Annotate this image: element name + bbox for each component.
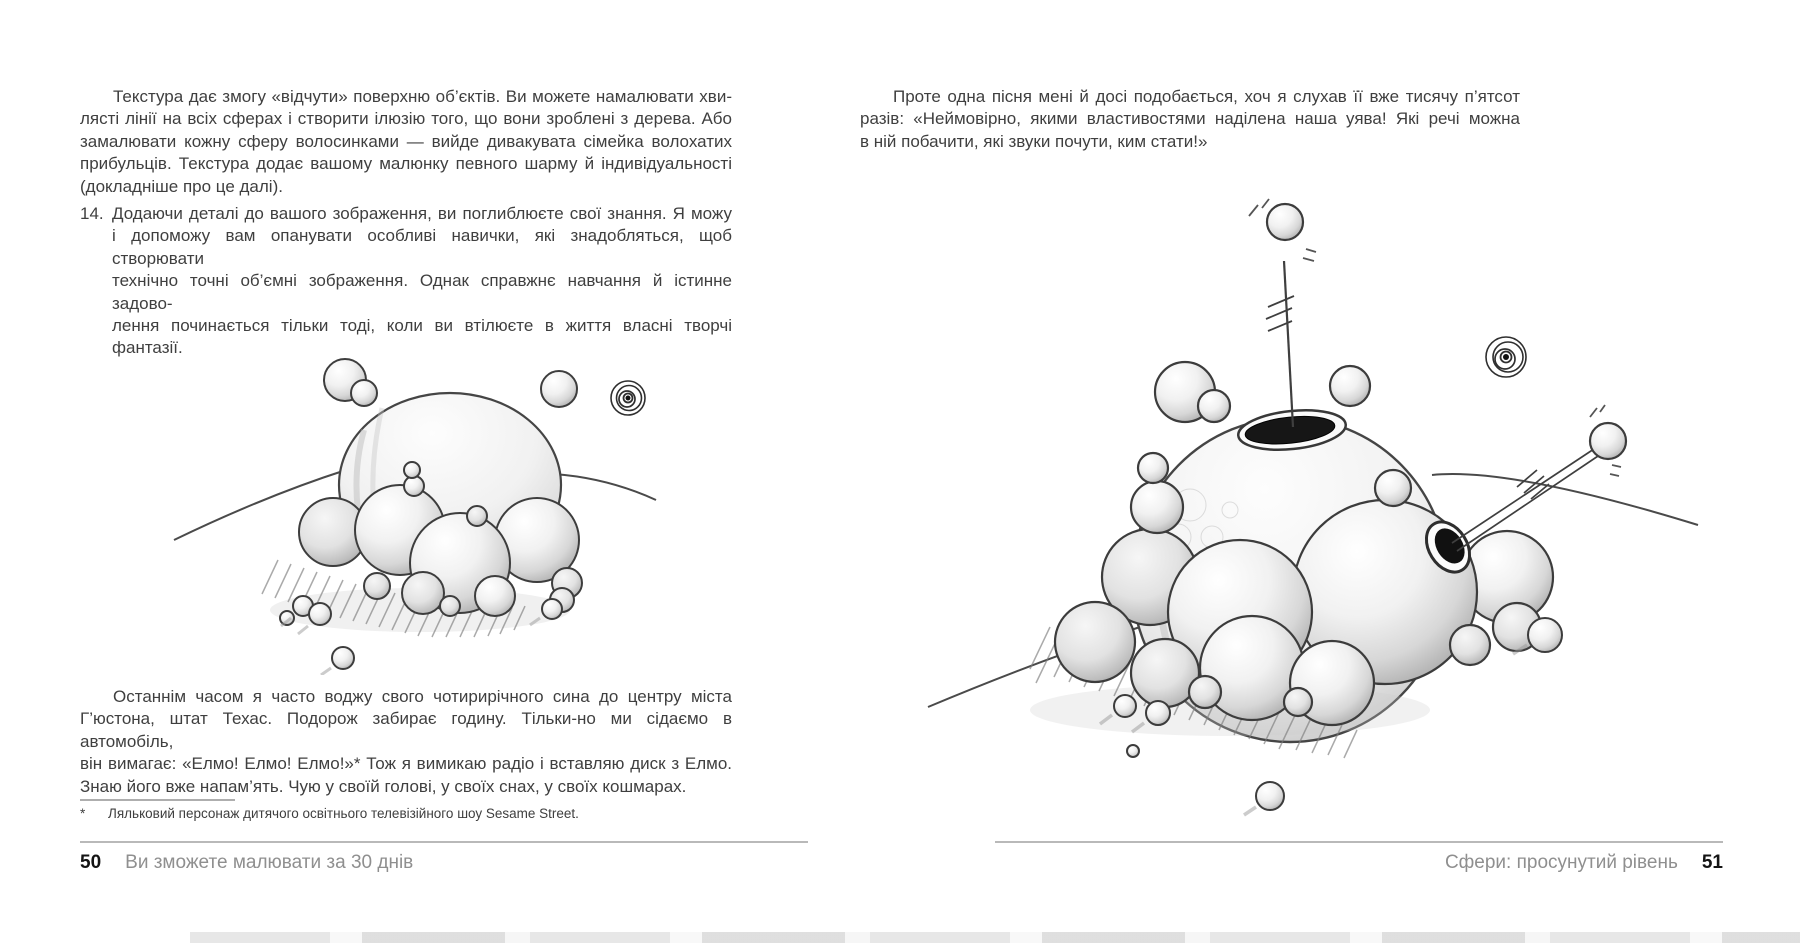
- text-line: технічно точні об’ємні зображення. Однак справжнє навчання й істинне задово-: [112, 271, 732, 313]
- list-item-number: 14.: [80, 204, 104, 223]
- text-line: Проте одна пісня мені й досі подобається, хоч я слухав її вже тисячу п’ятсот: [893, 87, 1520, 106]
- text-line: Останнім часом я часто воджу свого чотирирічного сина до центру міста: [113, 687, 732, 706]
- text-line: замалювати кожну сферу волосинками — вийде дивакувата сімейка волохатих: [80, 131, 732, 151]
- running-title-right: Сфери: просунутий рівень: [1444, 852, 1678, 873]
- text-line: лясті лінії на всіх сферах і створити ілюзію того, що вони зроблені з дерева. Або: [80, 109, 732, 129]
- vertical-antenna: [1266, 261, 1294, 427]
- footnote-rule: [80, 799, 235, 801]
- footer-rule-right: [995, 841, 1723, 843]
- text-line: Знаю його вже напам’ять. Чую у своїй голові, у своїх снах, у своїх кошмарах.: [80, 776, 687, 796]
- left-illustration-sphere-family: [150, 300, 670, 675]
- bouncing-sphere-right: [1590, 405, 1626, 476]
- footer-left: [80, 852, 413, 874]
- paragraph-song: [860, 86, 1520, 153]
- footer-right: [995, 852, 1723, 874]
- spiral-scribble-icon: [611, 381, 645, 415]
- footnote-marker: *: [80, 806, 86, 821]
- text-line: разів: «Неймовірно, якими властивостями наділена наша уява! Які речі можна: [860, 109, 1520, 129]
- text-line: Текстура дає змогу «відчути» поверхню об’єктів. Ви можете намалювати хви-: [113, 87, 732, 106]
- text-line: (докладніше про це далі).: [80, 176, 283, 196]
- paragraph-elmo: [80, 686, 732, 798]
- text-line: він вимагає: «Елмо! Елмо! Елмо!»* Тож я вимикаю радіо і вставляю диск з Елмо.: [80, 754, 732, 774]
- page-number-left: 50: [80, 852, 102, 873]
- page-bottom-edge: [190, 932, 1800, 943]
- bouncing-sphere-top: [1249, 199, 1316, 261]
- spiral-scribble-icon: [1486, 337, 1526, 377]
- text-line: в ній побачити, які звуки почути, ким стати!»: [860, 131, 1208, 151]
- running-title-left: Ви зможете малювати за 30 днів: [125, 852, 414, 873]
- text-line: лення починається тільки тоді, коли ви втілюєте в життя власні творчі фантазії.: [112, 316, 732, 358]
- text-line: і допоможу вам опанувати особливі навички, які знадобляться, щоб створювати: [112, 226, 732, 268]
- text-line: Додаючи деталі до вашого зображення, ви поглиблюєте свої знання. Я можу: [112, 204, 732, 223]
- paragraph-texture: [80, 86, 732, 198]
- footnote-text: Ляльковий персонаж дитячого освітнього телевізійного шоу Sesame Street.: [108, 806, 579, 821]
- text-line: Г’юстона, штат Техас. Подорож забирає годину. Тільки-но ми сідаємо в автомобіль,: [80, 709, 732, 751]
- footer-rule-left: [80, 841, 808, 843]
- horizon-curve-right: [1432, 474, 1698, 525]
- page-number-right: 51: [1701, 852, 1723, 873]
- floating-spheres: [1155, 362, 1370, 422]
- footnote: [80, 806, 732, 821]
- right-illustration-sphere-family-advanced: [860, 165, 1740, 825]
- text-line: прибульців. Текстура додає вашому малюнку певного шарму й індивідуальності: [80, 154, 732, 174]
